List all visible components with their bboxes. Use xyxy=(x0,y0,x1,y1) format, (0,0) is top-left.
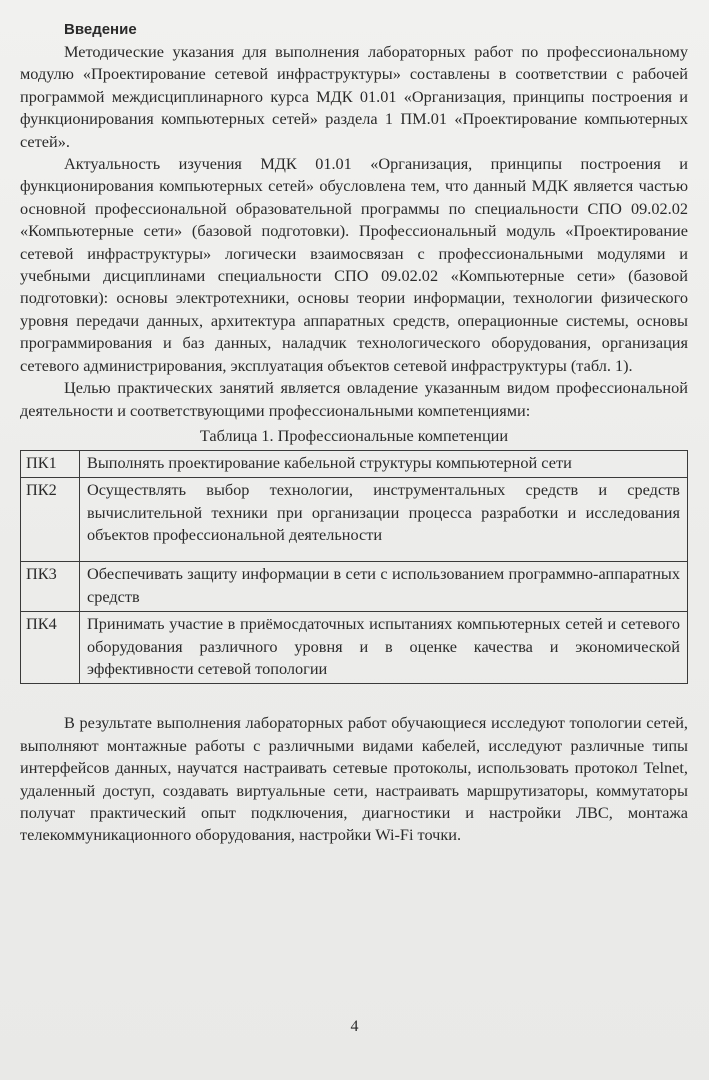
page-number: 4 xyxy=(350,1018,359,1035)
section-heading: Введение xyxy=(64,21,137,38)
paragraph-goal: Целью практических занятий является овладение указанным видом профессиональной деятельности и соответствующими профессиональными компетенциями: xyxy=(20,378,688,420)
paragraph-relevance: Актуальность изучения МДК 01.01 «Организация, принципы построения и функционирования компьютерных сетей» обусловлена тем, что данный МДК является частью основной профессиональной образовательной программы по специальности СПО 09.02.02 «Компьютерные сети» (базовой подготовки). Профессиональный модуль «Проектирование сетевой инфраструктуры» логически взаимосвязан с профессиональными модулями и учебными дисциплинами специальности СПО 09.02.02 «Компьютерные сети» (базовой подготовки): основы электротехники, основы теории информации, технологии физического уровня передачи данных, архитектура аппаратных средств, операционные системы, основы программирования и баз данных, наладчик технологического оборудования, организация сетевого администрирования, эксплуатация объектов сетевой инфраструктуры (табл. 1). xyxy=(20,154,688,375)
page-content xyxy=(20,20,688,847)
competency-description: Осуществлять выбор технологии, инструментальных средств и средств вычислительной техники при организации процесса разработки и исследования объектов профессиональной деятельности xyxy=(80,478,688,562)
competencies-table xyxy=(20,450,688,684)
competency-code: ПК1 xyxy=(21,450,80,477)
competency-description: Выполнять проектирование кабельной структуры компьютерной сети xyxy=(80,450,688,477)
competency-code: ПК4 xyxy=(21,612,80,684)
table-caption: Таблица 1. Профессиональные компетенции xyxy=(199,425,509,445)
paragraph-intro: Методические указания для выполнения лабораторных работ по профессиональному модулю «Проектирование сетевой инфраструктуры» составлены в соответствии с рабочей программой междисциплинарного курса МДК 01.01 «Организация, принципы построения и функционирования компьютерных сетей» раздела 1 ПМ.01 «Проектирование компьютерных сетей». xyxy=(20,42,688,151)
competency-code: ПК3 xyxy=(21,562,80,612)
table-row xyxy=(21,478,688,562)
competency-description: Принимать участие в приёмосдаточных испытаниях компьютерных сетей и сетевого оборудования различного уровня и в оценке качества и экономической эффективности сетевой топологии xyxy=(80,612,688,684)
table-row xyxy=(21,450,688,477)
table-row xyxy=(21,562,688,612)
table-row xyxy=(21,612,688,684)
paragraph-results: В результате выполнения лабораторных работ обучающиеся исследуют топологии сетей, выполняют монтажные работы с различными видами кабелей, исследуют различные типы интерфейсов данных, научатся настраивать сетевые протоколы, использовать протокол Telnet, удаленный доступ, создавать виртуальные сети, настраивать маршрутизаторы, коммутаторы получат практический опыт подключения, диагностики и настройки ЛВС, монтажа телекоммуникационного оборудования, настройки Wi-Fi точки. xyxy=(20,713,688,845)
competency-code: ПК2 xyxy=(21,478,80,562)
competency-description: Обеспечивать защиту информации в сети с использованием программно-аппаратных средств xyxy=(80,562,688,612)
